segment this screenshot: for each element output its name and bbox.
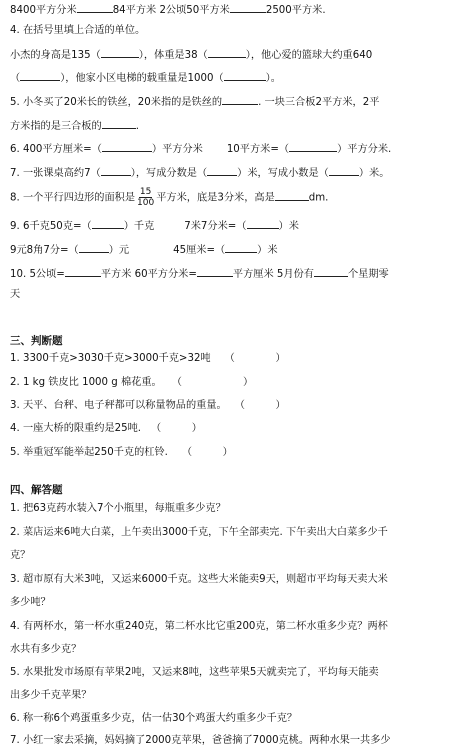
text: 3. 天平、台秤、电子秤都可以称量物品的重量。 bbox=[10, 400, 227, 411]
q10-line-2: 天 bbox=[10, 289, 21, 300]
q4-title: 4. 在括号里填上合适的单位。 bbox=[10, 25, 146, 36]
text: 方米指的是三合板的 bbox=[10, 121, 102, 132]
answer-paren[interactable]: （ ） bbox=[234, 400, 286, 411]
judge-item-3 bbox=[10, 399, 286, 413]
q9-line-2 bbox=[10, 241, 278, 258]
blank[interactable] bbox=[275, 189, 309, 201]
q4-line-2 bbox=[10, 69, 281, 86]
solve-line: 1. 把63克药水装入7个小瓶里，每瓶重多少克？ bbox=[10, 503, 226, 514]
solve-line: 出多少千克苹果？ bbox=[10, 690, 92, 701]
solve-line: 6. 称一称6个鸡蛋重多少克，估一估30个鸡蛋大约重多少千克？ bbox=[10, 713, 298, 724]
text: 84平方米 2公顷50平方米 bbox=[112, 5, 230, 16]
q5-line-1 bbox=[10, 93, 379, 110]
q3-line-tail bbox=[10, 1, 326, 18]
q6-line bbox=[10, 140, 391, 157]
q5-line-2 bbox=[10, 117, 139, 134]
blank[interactable] bbox=[101, 46, 139, 58]
text: ）。 bbox=[265, 73, 281, 84]
blank[interactable] bbox=[197, 265, 233, 277]
judge-item-2 bbox=[10, 376, 253, 390]
text: 7米7分米=（ bbox=[184, 221, 247, 232]
blank[interactable] bbox=[230, 1, 266, 13]
solve-line: 4. 有两杯水，第一杯水重240克，第二杯水比它重200克，第二杯水重多少克？两杯 bbox=[10, 621, 388, 632]
text: 平方厘米 5月份有 bbox=[232, 269, 314, 280]
judge-item-1 bbox=[10, 352, 286, 366]
solve-line: 3. 超市原有大米3吨，又运来6000千克。这些大米能卖9天，则超市平均每天卖大米 bbox=[10, 574, 388, 585]
blank[interactable] bbox=[222, 93, 258, 105]
solve-line: 水共有多少克？ bbox=[10, 644, 82, 655]
text: ）米，写成小数是（ bbox=[237, 168, 329, 179]
text: dm. bbox=[308, 192, 329, 204]
text: 10平方米=（ bbox=[226, 144, 290, 155]
answer-paren[interactable]: （ ） bbox=[151, 423, 202, 434]
text: ），他家小区电梯的载重量是1000（ bbox=[60, 73, 224, 84]
blank[interactable] bbox=[247, 217, 279, 229]
q7-line bbox=[10, 164, 389, 181]
blank[interactable] bbox=[225, 241, 257, 253]
blank[interactable] bbox=[289, 140, 337, 152]
blank[interactable] bbox=[20, 69, 60, 81]
solve-line: 7. 小红一家去采摘，妈妈摘了2000克苹果，爸爸摘了7000克桃。两种水果一共多少 bbox=[10, 735, 391, 746]
solve-line: 5. 水果批发市场原有苹果2吨，又运来8吨，这些苹果5天就卖完了，平均每天能卖 bbox=[10, 667, 379, 678]
blank[interactable] bbox=[329, 164, 359, 176]
text: 5. 举重冠军能举起250千克的杠铃. bbox=[10, 447, 168, 458]
blank[interactable] bbox=[65, 265, 101, 277]
judge-item-5 bbox=[10, 446, 233, 460]
answer-paren[interactable]: （ ） bbox=[181, 447, 233, 458]
blank[interactable] bbox=[92, 217, 124, 229]
q9-line-1 bbox=[10, 217, 299, 234]
text: 8400平方分米 bbox=[10, 5, 77, 16]
blank[interactable] bbox=[314, 265, 348, 277]
text: . 一块三合板2平方米，2平 bbox=[258, 97, 380, 108]
text: ），写成分数是（ bbox=[130, 168, 208, 179]
blank[interactable] bbox=[208, 46, 246, 58]
fraction-numerator: 15 bbox=[139, 187, 152, 197]
text: 9元8角7分=（ bbox=[10, 245, 79, 256]
text: ）米 bbox=[278, 221, 299, 232]
text: . bbox=[135, 121, 139, 132]
answer-paren[interactable]: （ ） bbox=[224, 353, 286, 364]
text: 4. 一座大桥的限重约是25吨. bbox=[10, 423, 142, 434]
judge-item-4 bbox=[10, 422, 202, 436]
text: 5. 小冬买了20米长的铁丝，20米指的是铁丝的 bbox=[10, 97, 223, 108]
text: ）千克 bbox=[123, 221, 155, 232]
q8-line bbox=[10, 187, 328, 210]
section-3-title: 三、判断题 bbox=[10, 335, 63, 347]
blank[interactable] bbox=[224, 69, 266, 81]
text: ），他心爱的篮球大约重640 bbox=[245, 50, 373, 61]
text: ）平方分米 bbox=[151, 144, 203, 155]
solve-line: 克？ bbox=[10, 550, 31, 561]
text: ）米 bbox=[257, 245, 278, 256]
text: ）平方分米. bbox=[337, 144, 392, 155]
text: 平方米 60平方分米= bbox=[100, 269, 197, 280]
solve-line: 2. 菜店运来6吨大白菜，上午卖出3000千克，下午全部卖完. 下午卖出大白菜多少千 bbox=[10, 527, 388, 538]
text: ），体重是38（ bbox=[138, 50, 208, 61]
blank[interactable] bbox=[79, 241, 109, 253]
fraction-denominator: 100 bbox=[137, 198, 155, 208]
text: 9. 6千克50克=（ bbox=[10, 221, 92, 232]
blank[interactable] bbox=[102, 140, 152, 152]
text: 6. 400平方厘米=（ bbox=[10, 144, 102, 155]
fraction bbox=[136, 187, 155, 208]
text: 1. 3300千克>3030千克>3000千克>32吨 bbox=[10, 353, 211, 364]
answer-paren[interactable]: （ ） bbox=[171, 377, 254, 388]
blank[interactable] bbox=[101, 164, 131, 176]
text: 小杰的身高是135（ bbox=[10, 50, 101, 61]
text: 8. 一个平行四边形的面积是 bbox=[10, 192, 136, 204]
text: ）米。 bbox=[358, 168, 390, 179]
text: 平方米，底是3分米，高是 bbox=[156, 192, 275, 204]
blank[interactable] bbox=[207, 164, 237, 176]
text: 45厘米=（ bbox=[173, 245, 226, 256]
blank[interactable] bbox=[77, 1, 113, 13]
text: 个星期零 bbox=[347, 269, 389, 280]
text: 2. 1 kg 铁皮比 1000 g 棉花重。 bbox=[10, 377, 162, 388]
text: 7. 一张课桌高约7（ bbox=[10, 168, 101, 179]
solve-line: 多少吨？ bbox=[10, 597, 51, 608]
blank[interactable] bbox=[102, 117, 136, 129]
text: 2500平方米. bbox=[265, 5, 326, 16]
section-4-title: 四、解答题 bbox=[10, 484, 63, 496]
text: （ bbox=[10, 73, 21, 84]
q4-line-1 bbox=[10, 46, 372, 63]
q10-line-1 bbox=[10, 265, 389, 282]
text: ）元 bbox=[108, 245, 130, 256]
text: 10. 5公顷= bbox=[10, 269, 65, 280]
